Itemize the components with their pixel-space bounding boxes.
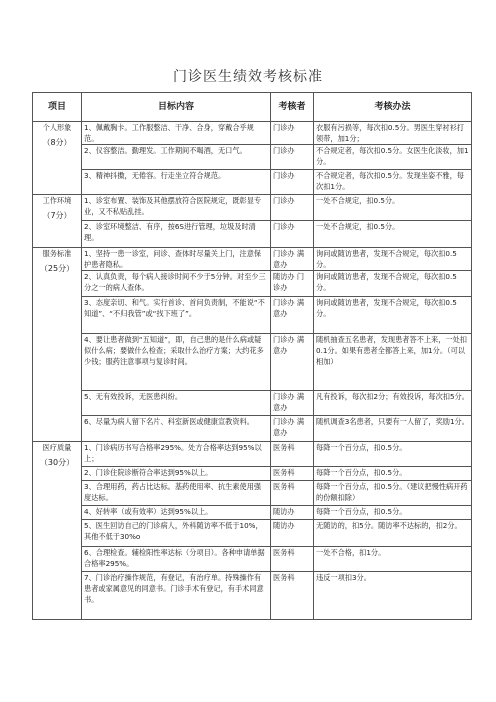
table-row — [33, 297, 472, 334]
method-cell: 每降一个百分点，扣0.5分。（建议把慢性病开药的份额扣除） — [314, 481, 472, 506]
assessor-cell: 门诊办 — [271, 145, 314, 170]
method-cell: 衣服有污损等，每次扣0.5分。男医生穿衬衫打领带，加1分； — [314, 122, 472, 145]
category-name: 服务标准 — [42, 249, 72, 258]
table-row — [33, 195, 472, 221]
method-cell: 随机抽查五名患者，发现患者答不上来，一处扣0.1分。如果有患者全都答上来，加1分。（可以相加） — [314, 334, 472, 391]
target-cell: 6、合理检查。辅检阳性率达标（分项目）。各种申请单据合格率295%。 — [82, 547, 271, 572]
assessor-cell: 门诊办 满意办 — [271, 416, 314, 442]
assessor-cell: 门诊办 — [271, 170, 314, 195]
category-cell-personal-image — [33, 122, 82, 195]
target-cell: 2、诊室环境整洁、有序，按6S进行管理，垃圾及时清理。 — [82, 221, 271, 248]
assessor-cell: 门诊办 满意办 — [271, 334, 314, 391]
assessor-cell: 随访办 — [271, 520, 314, 547]
table-row — [33, 442, 472, 467]
category-cell-service-standard — [33, 248, 82, 442]
target-cell: 3、合理用药，药占比达标。基药使用率、抗生素使用强度达标。 — [82, 481, 271, 506]
header-assessor: 考核者 — [271, 93, 314, 122]
assessor-cell: 医务科 — [271, 547, 314, 572]
method-cell: 一处不合规定，扣0.5分。 — [314, 221, 472, 248]
method-cell: 询问或随访患者，发现不合规定，每次扣0.5分。 — [314, 271, 472, 297]
method-cell: 询问或随访患者，发现不合规定，每次扣0.5分。 — [314, 297, 472, 334]
header-method: 考核办法 — [314, 93, 472, 122]
target-cell: 2、门诊住院诊断符合率达到95%以上。 — [82, 467, 271, 481]
table-row — [33, 506, 472, 520]
target-cell: 2、仪容整洁。勤理发。工作期间不喝酒，无口气。 — [82, 145, 271, 170]
target-cell: 6、尽量为病人留下名片、科室新医或健康宣教资料。 — [82, 416, 271, 442]
evaluation-table — [32, 92, 472, 620]
assessor-cell: 门诊办 — [271, 122, 314, 145]
table-row — [33, 122, 472, 145]
method-cell: 一处不合规定，扣0.5分。 — [314, 195, 472, 221]
target-cell: 5、医生回访自己的门诊病人，外科随访率不低于10%，其他不低于30%o — [82, 520, 271, 547]
table-row — [33, 391, 472, 416]
table-row — [33, 271, 472, 297]
method-cell: 违反一项扣3分。 — [314, 572, 472, 620]
assessor-cell: 医务科 — [271, 467, 314, 481]
target-cell: 1、坚持一患一诊室，问诊、查体时尽量关上门，注意保护患者隐私。 — [82, 248, 271, 271]
category-score: （7分） — [42, 211, 72, 220]
method-cell: 不合规定者，每次扣0.5分。女医生化淡妆，加1分。 — [314, 145, 472, 170]
table-row — [33, 467, 472, 481]
table-row — [33, 572, 472, 620]
category-name: 工作环境 — [42, 196, 72, 205]
method-cell: 每降一个百分点，扣0.5分。 — [314, 442, 472, 467]
table-row — [33, 520, 472, 547]
header-target: 目标内容 — [82, 93, 271, 122]
target-cell: 4、好转率（或有效率）达到95%以上。 — [82, 506, 271, 520]
page-title: 门诊医生绩效考核标准 — [173, 69, 323, 85]
header-project: 项目 — [33, 93, 82, 122]
table-row — [33, 170, 472, 195]
assessor-cell: 医务科 — [271, 572, 314, 620]
target-cell: 1、诊室布置、装饰及其他摆放符合医院规定，既彰显专业，又不私贴乱挂。 — [82, 195, 271, 221]
target-cell: 3、精神抖擞，无倦容。行走坐立符合规范。 — [82, 170, 271, 195]
table-row — [33, 481, 472, 506]
method-cell: 每降一个百分点，扣0.5分。 — [314, 506, 472, 520]
assessor-cell: 医务科 — [271, 442, 314, 467]
table-row — [33, 334, 472, 391]
table-row — [33, 145, 472, 170]
assessor-cell: 医务科 — [271, 481, 314, 506]
category-score: （8分） — [42, 138, 72, 147]
assessor-cell: 随访办 — [271, 506, 314, 520]
assessor-cell: 门诊办 — [271, 221, 314, 248]
target-cell: 3、态度亲切、和气。实行首诊、首问负责制，不能说“不知道”、“不归我管”或“找下班了”。 — [82, 297, 271, 334]
target-cell: 4、要让患者做到“五知道”，即，自己患的是什么病或疑似什么病；要做什么检查；采取什么治疗方案；大约花多少钱；服药注意事项与复诊时间。 — [82, 334, 271, 391]
category-name: 医疗质量 — [42, 443, 72, 452]
assessor-cell: 随访办 门诊办 — [271, 271, 314, 297]
assessor-cell: 门诊办 满意办 — [271, 248, 314, 271]
assessor-cell: 门诊办 满意办 — [271, 391, 314, 416]
assessor-cell: 门诊办 满意办 — [271, 297, 314, 334]
table-row — [33, 416, 472, 442]
category-cell-medical-quality — [33, 442, 82, 620]
category-name: 个人形象 — [42, 123, 72, 132]
category-score: （30分） — [39, 458, 75, 467]
method-cell: 一处不合格，扣1分。 — [314, 547, 472, 572]
target-cell: 1、佩戴胸卡。工作服整洁、干净、合身，穿戴合乎规范。 — [82, 122, 271, 145]
target-cell: 5、无有效投诉，无医患纠纷。 — [82, 391, 271, 416]
target-cell: 1、门诊病历书写合格率295%。处方合格率达到95%以上； — [82, 442, 271, 467]
table-header-row — [33, 93, 472, 122]
table-row — [33, 547, 472, 572]
method-cell: 无随访的，扣5分。随访率不达标的，扣2分。 — [314, 520, 472, 547]
category-score: （25分） — [39, 264, 75, 273]
table-row — [33, 248, 472, 271]
method-cell: 凡有投诉，每次扣2分；有效投诉，每次扣5分。 — [314, 391, 472, 416]
method-cell: 询问或随访患者，发现不合规定，每次扣0.5分。 — [314, 248, 472, 271]
target-cell: 7、门诊治疗操作规范，有登记，有治疗单。持殊操作有患者或家属意见的同意书。门诊手术有登记，有手术同意书。 — [82, 572, 271, 620]
target-cell: 2、认真负责，每个病人接诊时间不少于5分钟。对至少三分之一的病人查体。 — [82, 271, 271, 297]
method-cell: 随机调查3名患者，只要有一人留了，奖励1分。 — [314, 416, 472, 442]
method-cell: 每降一个百分点，扣0.5分。 — [314, 467, 472, 481]
category-cell-work-environment — [33, 195, 82, 248]
assessor-cell: 门诊办 — [271, 195, 314, 221]
table-row — [33, 221, 472, 248]
method-cell: 不合规定者，每次扣0.5分。发现坐姿不雅，每次扣1分。 — [314, 170, 472, 195]
